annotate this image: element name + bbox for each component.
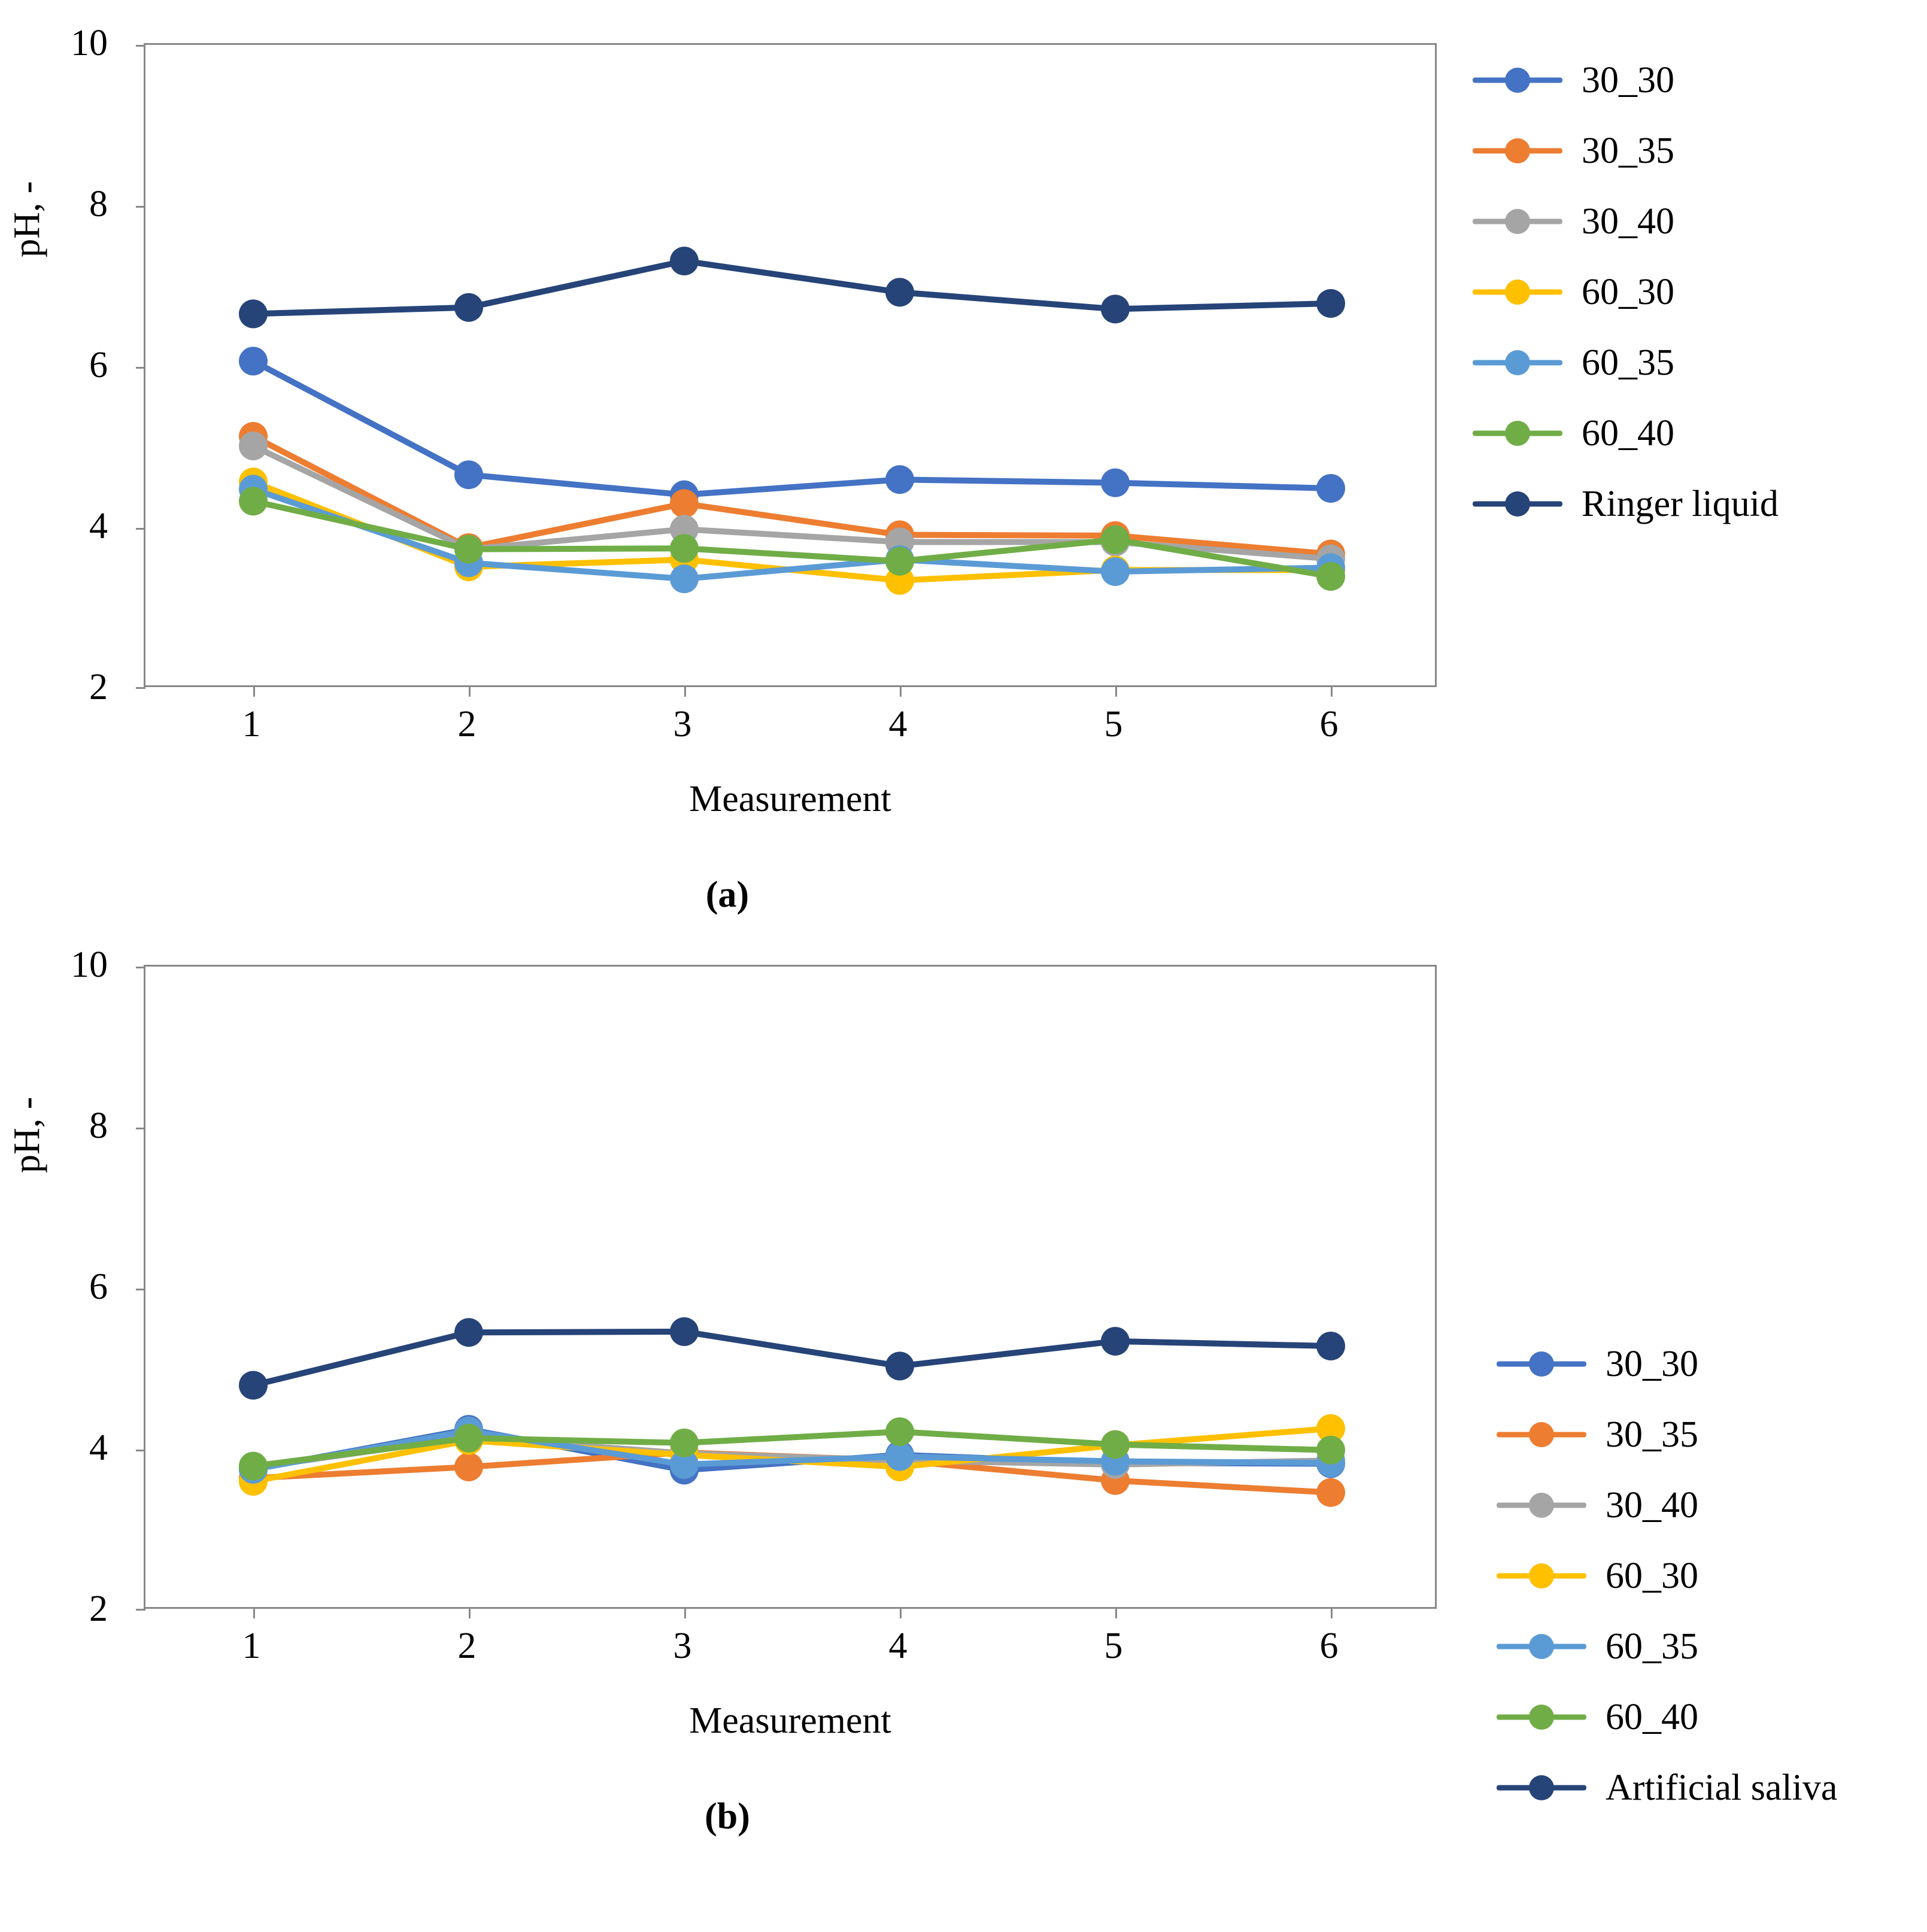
data-point bbox=[1316, 1332, 1345, 1360]
data-point bbox=[454, 460, 483, 489]
legend-label: Ringer liquid bbox=[1582, 483, 1779, 524]
data-point bbox=[1316, 474, 1345, 503]
x-tick-label: 1 bbox=[242, 1626, 261, 1666]
y-tickmark bbox=[136, 967, 145, 968]
legend-swatch-icon bbox=[1473, 68, 1562, 92]
data-point bbox=[670, 564, 699, 593]
data-point bbox=[1101, 525, 1130, 554]
legend-item[interactable] bbox=[1473, 257, 1779, 327]
data-point bbox=[885, 1442, 914, 1471]
series-plot-a bbox=[145, 45, 1435, 685]
panel-b bbox=[0, 910, 1927, 1843]
legend-label: 30_35 bbox=[1606, 1414, 1698, 1455]
x-tickmark bbox=[684, 687, 686, 697]
data-point bbox=[885, 465, 914, 494]
data-point bbox=[670, 247, 699, 275]
legend-label: 60_35 bbox=[1606, 1626, 1698, 1667]
legend-swatch-icon bbox=[1473, 421, 1562, 445]
x-tickmark bbox=[253, 687, 255, 697]
x-tick-label: 2 bbox=[457, 1626, 477, 1666]
y-tickmark bbox=[136, 1128, 145, 1129]
y-axis-ticks-a bbox=[0, 0, 108, 910]
legend-label: 60_30 bbox=[1582, 271, 1674, 312]
x-tick-label: 3 bbox=[673, 1626, 692, 1666]
x-tick-label: 5 bbox=[1104, 704, 1123, 745]
y-axis-ticks-b bbox=[0, 910, 108, 1843]
panel-a bbox=[0, 0, 1927, 915]
data-point bbox=[1101, 557, 1130, 586]
data-point bbox=[1101, 469, 1130, 497]
panel-caption-text: (a) bbox=[705, 874, 749, 915]
y-tickmark bbox=[136, 206, 145, 208]
legend-swatch-icon bbox=[1497, 1705, 1586, 1729]
y-tick-label: 2 bbox=[89, 667, 108, 707]
legend-item[interactable] bbox=[1473, 186, 1779, 257]
legend-label: 30_40 bbox=[1606, 1484, 1698, 1526]
legend-a bbox=[1473, 45, 1779, 539]
y-tick-label: 2 bbox=[89, 1588, 108, 1629]
data-point bbox=[454, 535, 483, 564]
series-30-30 bbox=[239, 347, 1345, 509]
legend-label: 60_30 bbox=[1606, 1555, 1698, 1596]
legend-item[interactable] bbox=[1497, 1682, 1837, 1752]
legend-label: 60_35 bbox=[1582, 342, 1674, 383]
legend-label: 30_30 bbox=[1606, 1343, 1698, 1384]
series-artificial-saliva bbox=[239, 1317, 1345, 1400]
legend-swatch-icon bbox=[1497, 1352, 1586, 1376]
data-point bbox=[454, 1318, 483, 1347]
data-point bbox=[454, 293, 483, 322]
y-tick-label: 4 bbox=[89, 1427, 108, 1468]
data-point bbox=[454, 1424, 483, 1453]
data-point bbox=[670, 1429, 699, 1457]
x-tick-label: 2 bbox=[457, 704, 477, 745]
legend-swatch-icon bbox=[1497, 1423, 1586, 1447]
x-tick-label: 4 bbox=[888, 1626, 908, 1666]
legend-item[interactable] bbox=[1497, 1541, 1837, 1611]
plot-area-b bbox=[144, 965, 1437, 1609]
legend-item[interactable] bbox=[1473, 45, 1779, 116]
x-axis-label-a: Measurement bbox=[689, 779, 891, 819]
data-point bbox=[454, 1453, 483, 1481]
panel-caption-b bbox=[0, 1796, 1455, 1838]
y-tick-label: 8 bbox=[89, 184, 108, 224]
legend-swatch-icon bbox=[1497, 1493, 1586, 1517]
legend-swatch-icon bbox=[1473, 209, 1562, 233]
series-line bbox=[253, 482, 1331, 581]
y-tickmark bbox=[136, 528, 145, 530]
data-point bbox=[239, 299, 268, 328]
y-tickmark bbox=[136, 1289, 145, 1290]
data-point bbox=[239, 347, 268, 375]
x-tick-label: 3 bbox=[673, 704, 692, 745]
plot-area-a bbox=[144, 43, 1437, 687]
data-point bbox=[1101, 1430, 1130, 1459]
data-point bbox=[670, 489, 699, 518]
y-tick-label: 10 bbox=[71, 23, 108, 63]
legend-item[interactable] bbox=[1497, 1470, 1837, 1541]
legend-item[interactable] bbox=[1473, 327, 1779, 398]
data-point bbox=[239, 487, 268, 515]
data-point bbox=[1316, 289, 1345, 318]
data-point bbox=[1101, 1327, 1130, 1356]
legend-swatch-icon bbox=[1497, 1564, 1586, 1588]
legend-label: 30_35 bbox=[1582, 130, 1674, 171]
series-ringer-liquid bbox=[239, 247, 1345, 328]
data-point bbox=[885, 278, 914, 306]
series-line bbox=[253, 261, 1331, 314]
data-point bbox=[670, 534, 699, 563]
x-tickmark bbox=[469, 1609, 471, 1618]
data-point bbox=[239, 432, 268, 460]
legend-item[interactable] bbox=[1473, 116, 1779, 186]
data-point bbox=[885, 1417, 914, 1446]
legend-label: 30_40 bbox=[1582, 201, 1674, 242]
y-tick-label: 4 bbox=[89, 506, 108, 546]
y-tickmark bbox=[136, 367, 145, 369]
data-point bbox=[1101, 294, 1130, 323]
x-tick-label: 1 bbox=[242, 704, 261, 745]
legend-swatch-icon bbox=[1473, 280, 1562, 304]
legend-swatch-icon bbox=[1473, 351, 1562, 375]
data-point bbox=[1316, 1478, 1345, 1507]
data-point bbox=[239, 1371, 268, 1400]
y-tickmark bbox=[136, 1609, 145, 1611]
x-tickmark bbox=[1115, 1609, 1117, 1618]
legend-swatch-icon bbox=[1473, 492, 1562, 516]
x-tickmark bbox=[253, 1609, 255, 1618]
legend-label: 60_40 bbox=[1606, 1696, 1698, 1737]
data-point bbox=[670, 1317, 699, 1346]
x-axis-label-b: Measurement bbox=[689, 1700, 891, 1741]
y-tick-label: 6 bbox=[89, 345, 108, 385]
y-tickmark bbox=[136, 687, 145, 689]
y-tickmark bbox=[136, 1450, 145, 1451]
y-tick-label: 8 bbox=[89, 1105, 108, 1146]
panel-caption-text: (b) bbox=[705, 1796, 750, 1837]
y-axis-label-a: pH, - bbox=[7, 181, 47, 257]
legend-item[interactable] bbox=[1497, 1399, 1837, 1470]
x-tickmark bbox=[900, 1609, 902, 1618]
legend-label: 60_40 bbox=[1582, 412, 1674, 454]
legend-b bbox=[1497, 1329, 1837, 1823]
legend-label: Artificial saliva bbox=[1606, 1767, 1838, 1808]
data-point bbox=[885, 1351, 914, 1380]
legend-item[interactable] bbox=[1497, 1752, 1837, 1823]
y-tick-label: 6 bbox=[89, 1266, 108, 1307]
x-tickmark bbox=[684, 1609, 686, 1618]
y-tickmark bbox=[136, 45, 145, 47]
legend-item[interactable] bbox=[1473, 469, 1779, 539]
legend-item[interactable] bbox=[1473, 398, 1779, 469]
x-tick-label: 6 bbox=[1319, 1626, 1339, 1666]
y-tick-label: 10 bbox=[71, 944, 108, 985]
series-line bbox=[253, 361, 1331, 494]
x-tickmark bbox=[1331, 1609, 1333, 1618]
x-tickmark bbox=[469, 687, 471, 697]
x-tick-label: 4 bbox=[888, 704, 908, 745]
data-point bbox=[1316, 562, 1345, 591]
legend-item[interactable] bbox=[1497, 1329, 1837, 1399]
data-point bbox=[1316, 1436, 1345, 1465]
x-tick-label: 5 bbox=[1104, 1626, 1123, 1666]
legend-swatch-icon bbox=[1497, 1635, 1586, 1658]
x-tickmark bbox=[1115, 687, 1117, 697]
series-plot-b bbox=[145, 967, 1435, 1607]
data-point bbox=[885, 547, 914, 576]
legend-swatch-icon bbox=[1497, 1776, 1586, 1800]
x-tickmark bbox=[1331, 687, 1333, 697]
data-point bbox=[239, 1452, 268, 1481]
legend-swatch-icon bbox=[1473, 139, 1562, 163]
x-tick-label: 6 bbox=[1319, 704, 1339, 745]
legend-label: 30_30 bbox=[1582, 59, 1674, 101]
series-line bbox=[253, 1332, 1331, 1386]
y-axis-label-b: pH, - bbox=[7, 1096, 47, 1173]
legend-item[interactable] bbox=[1497, 1611, 1837, 1682]
x-tickmark bbox=[900, 687, 902, 697]
